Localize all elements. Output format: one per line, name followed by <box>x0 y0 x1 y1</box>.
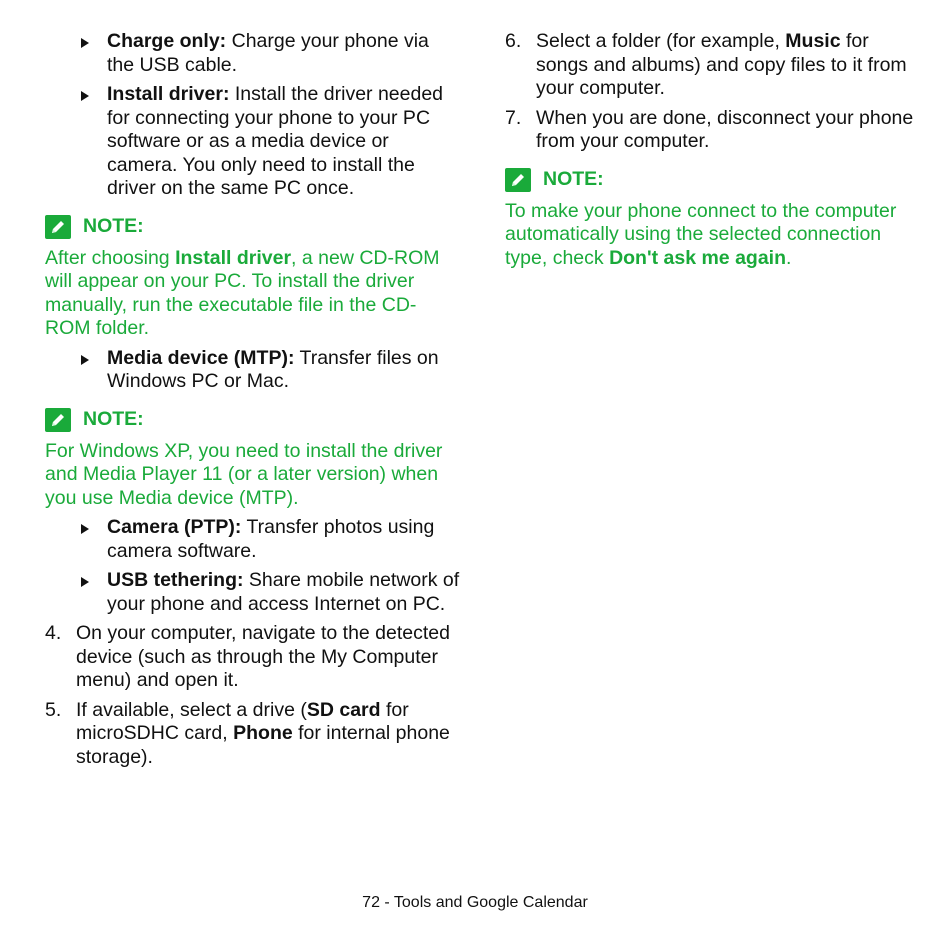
note-heading <box>45 215 460 239</box>
step-text: On your computer, navigate to the detected device (such as through the My Computer menu) and open it. <box>76 622 450 691</box>
note-heading-text: NOTE: <box>543 167 604 190</box>
bullet-term: Camera (PTP): <box>107 516 242 538</box>
triangle-bullet-icon <box>81 91 89 101</box>
triangle-bullet-icon <box>81 577 89 587</box>
note-text: . <box>786 246 792 269</box>
step-4 <box>45 622 460 693</box>
step-7 <box>505 107 915 154</box>
step-text: for songs and albums) and copy files to it from your computer. <box>536 30 907 99</box>
note-heading-text: NOTE: <box>83 214 144 237</box>
left-column <box>45 30 460 775</box>
triangle-bullet-icon <box>81 524 89 534</box>
step-6 <box>505 30 915 101</box>
pencil-icon <box>45 408 71 432</box>
step-text: If available, select a drive ( <box>76 698 307 721</box>
step-text: When you are done, disconnect your phone from your computer. <box>536 106 914 152</box>
step-bold-text: Phone <box>233 722 293 744</box>
step-number: 7. <box>505 106 522 129</box>
triangle-bullet-icon <box>81 355 89 365</box>
list-item-install-driver <box>45 83 460 201</box>
step-number: 6. <box>505 30 522 52</box>
note-heading <box>45 408 460 432</box>
page-footer: 72 - Tools and Google Calendar <box>362 894 588 911</box>
step-text: Select a folder (for example, <box>536 30 786 52</box>
list-item-media-device <box>45 347 460 394</box>
bullet-term: Install driver: <box>107 83 230 105</box>
bullet-term: Charge only: <box>107 30 227 52</box>
bullet-text: Transfer files on Windows PC or Mac. <box>107 346 439 392</box>
list-item-charge-only <box>45 30 460 77</box>
note-text: , a new CD-ROM will appear on your PC. To install the driver manually, run the executable file in the CD-ROM folder. <box>45 246 440 339</box>
note-body <box>505 200 915 271</box>
note-body <box>45 247 460 341</box>
bullet-text: Install the driver needed for connecting your phone to your PC software or as a media device or camera. You only need to install the driver on the same PC once. <box>107 83 444 199</box>
note-body: For Windows XP, you need to install the driver and Media Player 11 (or a later version) when you use Media device (MTP). <box>45 439 443 509</box>
right-column <box>505 30 915 276</box>
note-heading-text: NOTE: <box>83 407 144 430</box>
bullet-text: Transfer photos using camera software. <box>107 516 435 562</box>
step-number: 5. <box>45 698 62 721</box>
step-bold-text: Music <box>785 30 841 52</box>
pencil-icon <box>45 215 71 239</box>
step-text: for internal phone storage). <box>76 722 450 768</box>
note-bold-text: Don't ask me again <box>609 246 787 269</box>
step-number: 4. <box>45 622 62 644</box>
bullet-term: USB tethering: <box>107 569 244 591</box>
pencil-icon <box>505 168 531 192</box>
bullet-text: Share mobile network of your phone and access Internet on PC. <box>107 569 460 615</box>
note-text: To make your phone connect to the computer automatically using the selected connection type, check <box>505 199 897 269</box>
note-heading <box>505 168 915 192</box>
note-bold-text: Install driver <box>175 246 292 269</box>
triangle-bullet-icon <box>81 38 89 48</box>
step-bold-text: SD card <box>306 698 381 721</box>
note-text: After choosing <box>45 246 176 269</box>
list-item-usb-tethering <box>45 569 460 616</box>
step-5 <box>45 699 460 770</box>
bullet-term: Media device (MTP): <box>107 346 295 369</box>
list-item-camera <box>45 516 460 563</box>
step-text: for microSDHC card, <box>76 698 409 744</box>
bullet-text: Charge your phone via the USB cable. <box>107 30 429 76</box>
